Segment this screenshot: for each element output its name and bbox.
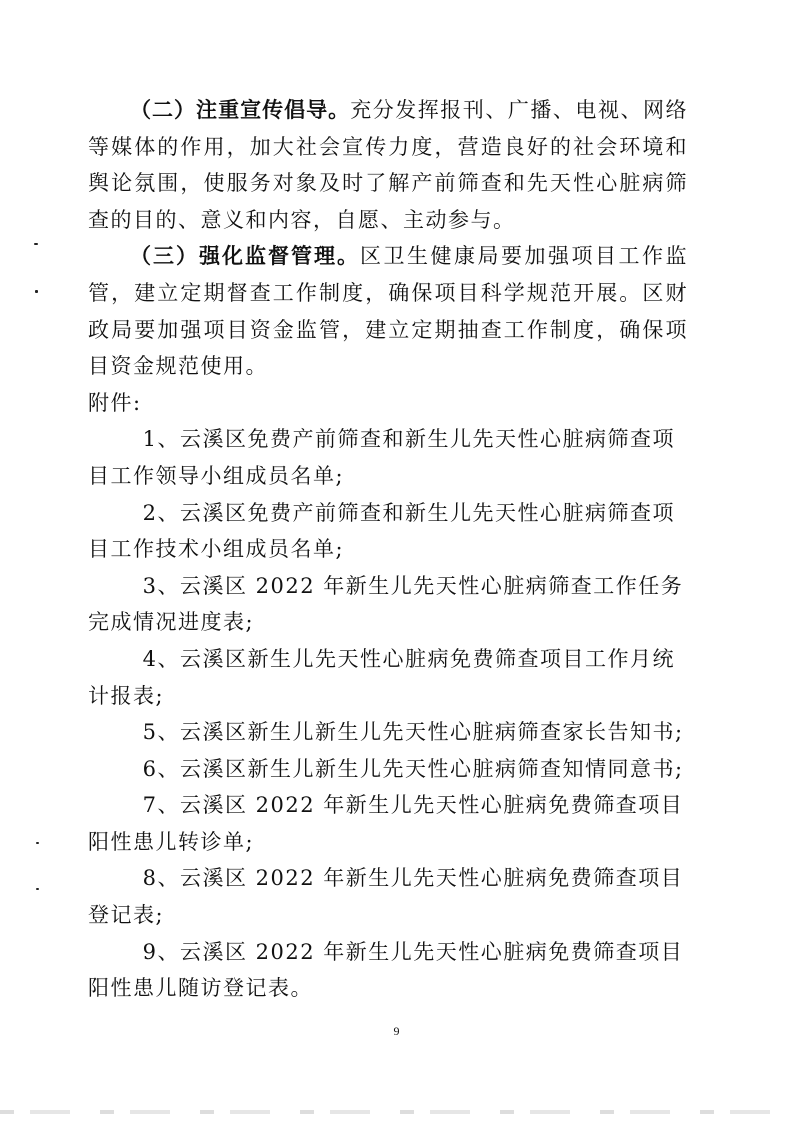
scan-edge-artifact xyxy=(0,1110,793,1114)
section-2-text: 充分发挥报刊、广播、电视、网络等媒体的作用，加大社会宣传力度，营造良好的社会环境和舆论氛围，使服务对象及时了解产前筛查和先天性心脏病筛查的目的、意义和内容，自愿、主动参与。 xyxy=(88,98,689,232)
scan-mark xyxy=(35,290,38,293)
attachment-item: 2、云溪区免费产前筛查和新生儿先天性心脏病筛查项目工作技术小组成员名单; xyxy=(88,500,675,562)
attachment-item: 4、云溪区新生儿先天性心脏病免费筛查项目工作月统计报表; xyxy=(88,646,675,708)
attachment-item: 9、云溪区 2022 年新生儿先天性心脏病免费筛查项目阳性患儿随访登记表。 xyxy=(88,939,684,1001)
attachment-item: 5、云溪区新生儿新生儿先天性心脏病筛查家长告知书; xyxy=(142,720,684,745)
section-3-paragraph xyxy=(88,238,688,384)
scan-mark xyxy=(34,243,38,245)
section-3-heading: （三）强化监督管理。 xyxy=(130,244,360,269)
section-2-heading: （二）注重宣传倡导。 xyxy=(130,98,351,122)
attachment-item: 6、云溪区新生儿新生儿先天性心脏病筛查知情同意书; xyxy=(142,756,684,781)
attachments-title: 附件: xyxy=(88,390,142,415)
attachment-item: 7、云溪区 2022 年新生儿先天性心脏病免费筛查项目阳性患儿转诊单; xyxy=(88,793,684,854)
attachment-item: 1、云溪区免费产前筛查和新生儿先天性心脏病筛查项目工作领导小组成员名单; xyxy=(88,427,675,488)
section-3-text: 区卫生健康局要加强项目工作监管，建立定期督查工作制度，确保项目科学规范开展。区财政局要加强项目资金监管，建立定期抽查工作制度，确保项目资金规范使用。 xyxy=(88,244,688,379)
document-body xyxy=(88,92,688,1007)
scan-mark xyxy=(36,888,39,890)
scan-mark xyxy=(36,842,39,844)
attachment-item: 3、云溪区 2022 年新生儿先天性心脏病筛查工作任务完成情况进度表; xyxy=(88,573,684,635)
page-number: 9 xyxy=(393,1024,400,1038)
section-2-paragraph xyxy=(88,92,688,238)
attachment-item: 8、云溪区 2022 年新生儿先天性心脏病免费筛查项目登记表; xyxy=(88,866,684,928)
